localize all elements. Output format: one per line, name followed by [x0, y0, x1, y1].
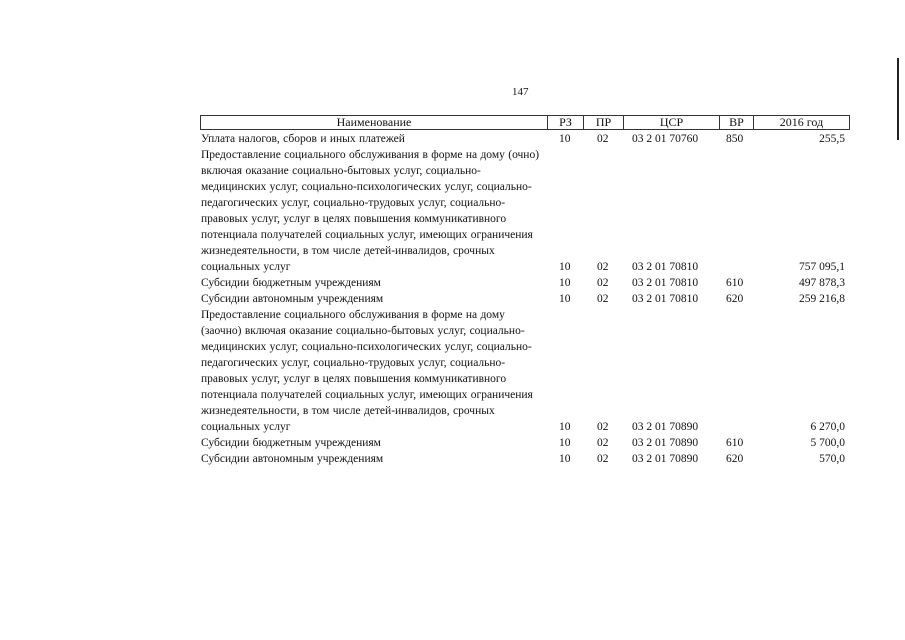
- row-vr: 610: [726, 437, 744, 449]
- row-csr: 03 2 01 70890: [632, 453, 699, 465]
- row-pr: 02: [597, 453, 609, 465]
- table-row: [201, 275, 851, 291]
- row-csr: 03 2 01 70760: [632, 133, 699, 145]
- page-edge-mark: [897, 58, 899, 140]
- table-row: [201, 131, 851, 147]
- row-vr: 610: [726, 277, 744, 289]
- table-row: [201, 451, 851, 467]
- row-csr: 03 2 01 70890: [632, 421, 699, 433]
- row-rz: 10: [559, 421, 571, 433]
- row-name: Субсидии бюджетным учреждениям: [201, 437, 381, 449]
- row-pr: 02: [597, 133, 609, 145]
- row-rz: 10: [559, 133, 571, 145]
- page-number: 147: [512, 86, 529, 98]
- row-csr: 03 2 01 70810: [632, 261, 699, 273]
- row-name: Предоставление социального обслуживания в форме на дому (очно) включая оказание социально-бытовых услуг, социально-медицинских услуг, социально-психологических услуг, социально-педагогических услуг, социально-трудовых услуг, социально-правовых услуг, услуг в целях повышения коммуникативного потенциала получателей социальных услуг, имеющих ограничения жизнедеятельности, в том числе детей-инвалидов, срочных социальных услуг: [201, 149, 540, 273]
- row-name: Уплата налогов, сборов и иных платежей: [201, 133, 405, 145]
- table-row: [201, 147, 851, 275]
- row-pr: 02: [597, 437, 609, 449]
- row-value: 259 216,8: [799, 293, 845, 305]
- row-rz: 10: [559, 261, 571, 273]
- row-pr: 02: [597, 421, 609, 433]
- row-name: Предоставление социального обслуживания в форме на дому (заочно) включая оказание социально-бытовых услуг, социально-медицинских услуг, социально-психологических услуг, социально-педагогических услуг, социально-трудовых услуг, социально-правовых услуг, услуг в целях повышения коммуникативного потенциала получателей социальных услуг, имеющих ограничения жизнедеятельности, в том числе детей-инвалидов, срочных социальных услуг: [201, 309, 533, 433]
- table-row: [201, 291, 851, 307]
- row-name: Субсидии бюджетным учреждениям: [201, 277, 381, 289]
- row-value: 570,0: [819, 453, 845, 465]
- row-vr: 620: [726, 453, 744, 465]
- row-csr: 03 2 01 70890: [632, 437, 699, 449]
- row-pr: 02: [597, 293, 609, 305]
- row-name: Субсидии автономным учреждениям: [201, 453, 384, 465]
- header-year: 2016 год: [753, 116, 849, 129]
- table-row: [201, 435, 851, 451]
- row-value: 757 095,1: [799, 261, 845, 273]
- row-value: 6 270,0: [810, 421, 845, 433]
- row-vr: 620: [726, 293, 744, 305]
- row-pr: 02: [597, 277, 609, 289]
- row-pr: 02: [597, 261, 609, 273]
- header-name: Наименование: [336, 115, 412, 129]
- row-value: 255,5: [819, 133, 845, 145]
- row-csr: 03 2 01 70810: [632, 293, 699, 305]
- header-pr: ПР: [583, 116, 623, 129]
- table-header: [200, 115, 850, 130]
- header-vr: ВР: [719, 116, 753, 129]
- row-vr: 850: [726, 133, 744, 145]
- row-value: 497 878,3: [799, 277, 845, 289]
- table-body: [201, 131, 851, 467]
- row-rz: 10: [559, 437, 571, 449]
- row-csr: 03 2 01 70810: [632, 277, 699, 289]
- row-value: 5 700,0: [810, 437, 845, 449]
- table-row: [201, 307, 851, 435]
- row-name: Субсидии автономным учреждениям: [201, 293, 384, 305]
- row-rz: 10: [559, 277, 571, 289]
- header-csr: ЦСР: [623, 116, 719, 129]
- header-rz: РЗ: [547, 116, 583, 129]
- row-rz: 10: [559, 453, 571, 465]
- row-rz: 10: [559, 293, 571, 305]
